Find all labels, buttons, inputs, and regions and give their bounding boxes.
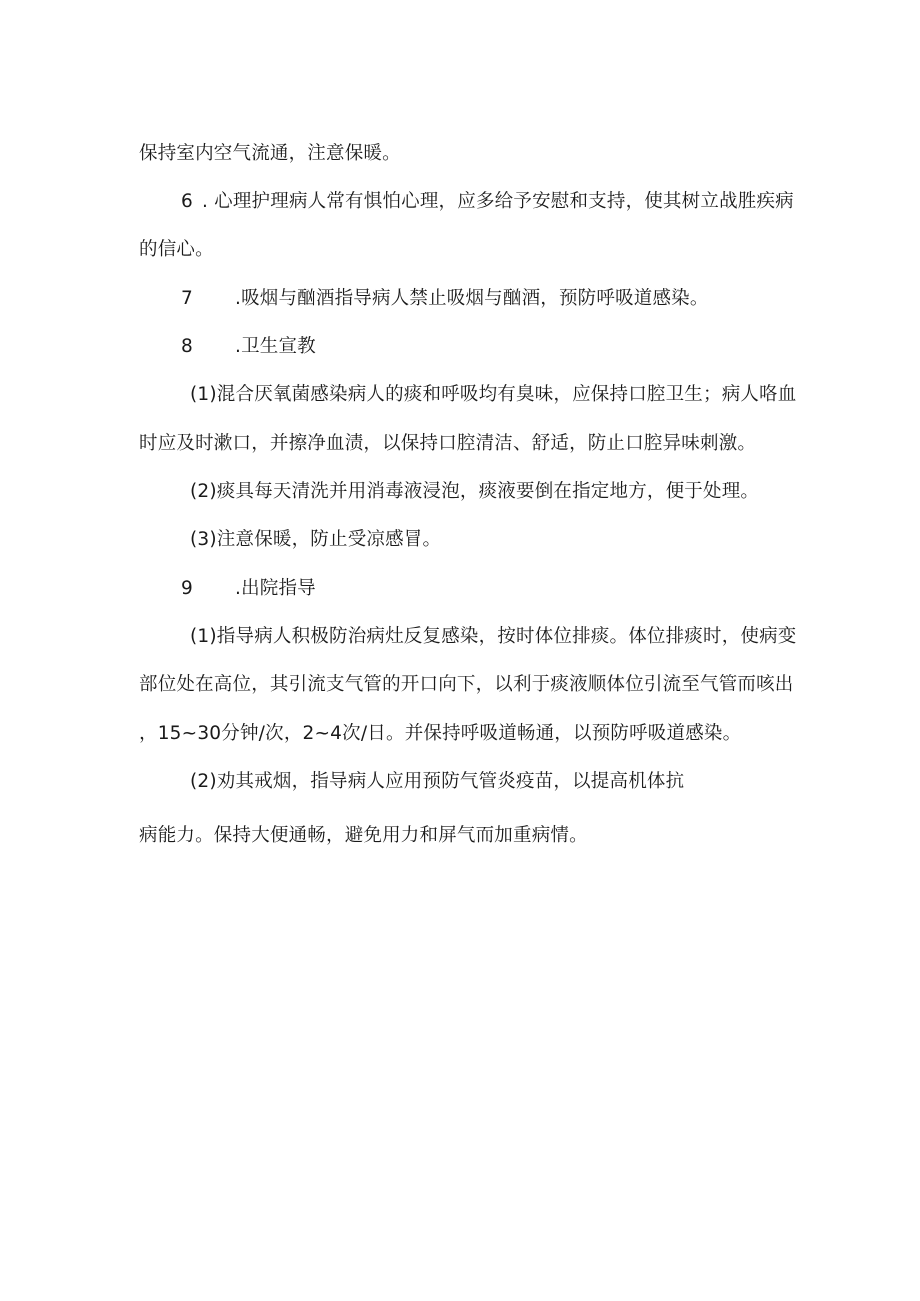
- item-7-number: 7: [181, 288, 193, 309]
- item-8-heading: .卫生宣教: [235, 336, 316, 357]
- item-8-sub-3: (3)注意保暖，防止受凉感冒。: [190, 529, 442, 550]
- item-6-number: 6: [181, 191, 193, 212]
- item-9-heading: .出院指导: [235, 578, 316, 599]
- item-9-sub-1-line-3: ，15~30分钟/次，2~4次/日。并保持呼吸道畅通，以预防呼吸道感染。: [139, 723, 742, 744]
- item-8-sub-1-line-2: 时应及时漱口，并擦净血渍，以保持口腔清洁、舒适，防止口腔异味刺激。: [139, 433, 757, 454]
- item-9-sub-1-line-1: (1)指导病人积极防治病灶反复感染，按时体位排痰。体位排痰时，使病变: [190, 626, 797, 647]
- item-8-sub-2: (2)痰具每天清洗并用消毒液浸泡，痰液要倒在指定地方，便于处理。: [190, 481, 760, 502]
- item-9-sub-1-line-2: 部位处在高位，其引流支气管的开口向下，以利于痰液顺体位引流至气管而咳出: [139, 674, 794, 695]
- item-7-text: .吸烟与酗酒指导病人禁止吸烟与酗酒，预防呼吸道感染。: [235, 288, 709, 309]
- item-9-number: 9: [181, 578, 193, 599]
- item-9-sub-2-line-2: 病能力。保持大便通畅，避免用力和屏气而加重病情。: [139, 825, 588, 846]
- item-8-sub-1-line-1: (1)混合厌氧菌感染病人的痰和呼吸均有臭味，应保持口腔卫生；病人咯血: [190, 384, 797, 405]
- item-8-number: 8: [181, 336, 193, 357]
- intro-line: 保持室内空气流通，注意保暖。: [139, 143, 401, 164]
- item-9-sub-2-line-1: (2)劝其戒烟，指导病人应用预防气管炎疫苗，以提高机体抗: [190, 771, 685, 792]
- item-6-line-2: 的信心。: [139, 239, 214, 260]
- item-6-line-1: . 心理护理病人常有惧怕心理，应多给予安慰和支持，使其树立战胜疾病: [202, 191, 794, 212]
